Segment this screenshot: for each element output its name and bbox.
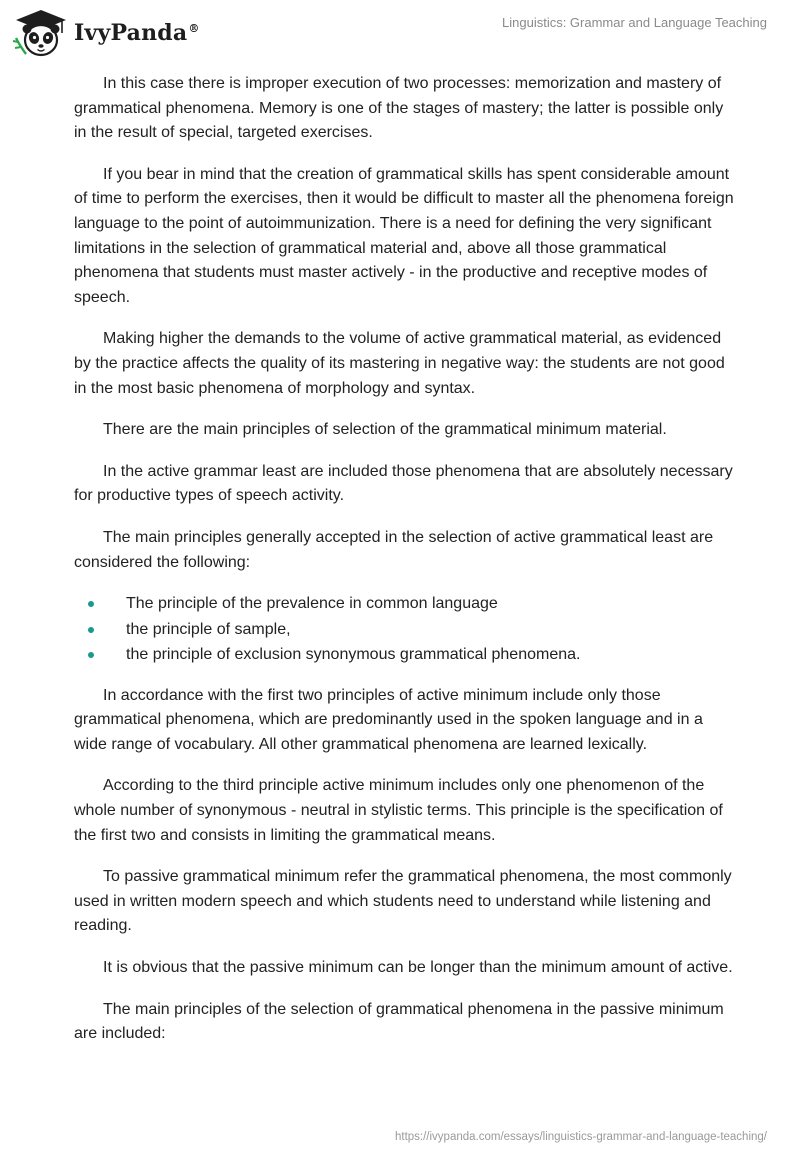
ivypanda-logo[interactable] [12,8,200,58]
bullet-dot-icon [88,601,94,607]
bullet-dot-icon [88,627,94,633]
list-item [74,642,734,668]
paragraph: If you bear in mind that the creation of grammatical skills has spent considerable amount of time to perform the exercises, then it would be difficult to master all the phenomena foreign language to the point of autoimmunization. There is a need for defining the very significant limitations in the selection of grammatical material and, above all those grammatical phenomena that students must master actively - in the productive and receptive modes of speech. [74,165,734,306]
paragraph: In this case there is improper execution of two processes: memorization and mastery of grammatical phenomena. Memory is one of the stages of mastery; the latter is possible only in the result of special, targeted exercises. [74,75,724,142]
paragraph: In accordance with the first two principles of active minimum include only those grammatical phenomena, which are predominantly used in the spoken language and in a wide range of vocabulary. All other grammatical phenomena are learned lexically. [74,686,703,753]
paragraph: There are the main principles of selection of the grammatical minimum material. [103,421,667,439]
paragraph: The main principles generally accepted in the selection of active grammatical least are considered the following: [74,528,714,571]
paragraph: In the active grammar least are included those phenomena that are absolutely necessary for productive types of speech activity. [74,462,733,505]
bullet-dot-icon [88,652,94,658]
paragraph: It is obvious that the passive minimum can be longer than the minimum amount of active. [103,958,733,976]
panda-graduate-logo-icon [12,8,70,58]
essay-content [74,72,734,1064]
list-item-text: The principle of the prevalence in common language [126,595,498,613]
list-item [74,617,734,643]
page-header [0,0,800,70]
list-item-text: the principle of sample, [126,620,291,638]
paragraph: According to the third principle active minimum includes only one phenomenon of the whole number of synonymous - neutral in stylistic terms. This principle is the specification of the first two and consists in limiting the grammatical means. [74,777,723,844]
brand-name: IvyPanda® [74,20,200,46]
source-url[interactable]: https://ivypanda.com/essays/linguistics-grammar-and-language-teaching/ [394,1131,767,1143]
list-item [74,591,734,617]
paragraph: The main principles of the selection of grammatical phenomena in the passive minimum are included: [74,1000,724,1043]
list-item-text: the principle of exclusion synonymous grammatical phenomena. [126,646,581,664]
principles-list [74,591,734,668]
registered-mark: ® [188,21,200,35]
document-title: Linguistics: Grammar and Language Teaching [502,15,767,30]
paragraph: Making higher the demands to the volume of active grammatical material, as evidenced by the practice affects the quality of its mastering in negative way: the students are not good in the most basic phenomena of morphology and syntax. [74,330,725,397]
paragraph: To passive grammatical minimum refer the grammatical phenomena, the most commonly used in written modern speech and which students need to understand while listening and reading. [74,868,732,935]
